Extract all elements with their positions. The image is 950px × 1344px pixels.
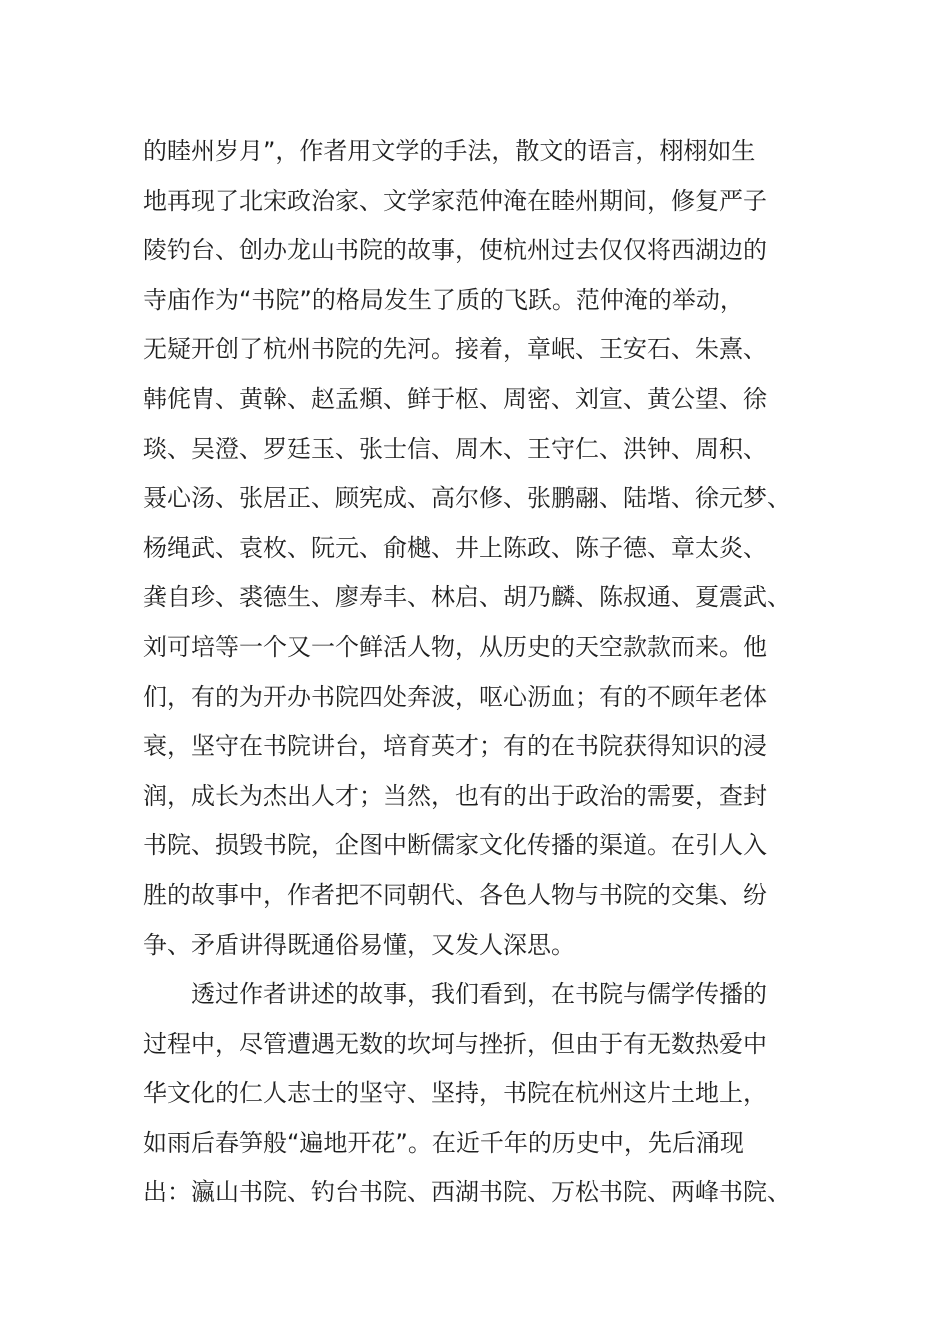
- text-line: 衰，坚守在书院讲台，培育英才；有的在书院获得知识的浸: [143, 732, 767, 761]
- paragraph-1: [143, 127, 808, 970]
- text-line: 寺庙作为“书院”的格局发生了质的飞跃。范仲淹的举动，: [143, 285, 744, 314]
- text-line: 韩侂胄、黄榦、赵孟頫、鲜于枢、周密、刘宣、黄公望、徐: [143, 384, 767, 413]
- text-line: 的睦州岁月”，作者用文学的手法，散文的语言，栩栩如生: [143, 137, 756, 165]
- text-line: 出：瀛山书院、钓台书院、西湖书院、万松书院、两峰书院、: [143, 1178, 791, 1207]
- text-line: 琰、吴澄、罗廷玉、张士信、周木、王守仁、洪钟、周积、: [143, 434, 767, 463]
- text-line: 胜的故事中，作者把不同朝代、各色人物与书院的交集、纷: [143, 880, 767, 909]
- paragraph-2: [143, 970, 808, 1218]
- text-line: 华文化的仁人志士的坚守、坚持，书院在杭州这片土地上，: [143, 1079, 767, 1108]
- text-line: 聂心汤、张居正、顾宪成、高尔修、张鹏翮、陆堦、徐元梦、: [143, 484, 791, 513]
- text-line: 过程中，尽管遭遇无数的坎坷与挫折，但由于有无数热爱中: [143, 1029, 767, 1058]
- text-line: 杨绳武、袁枚、阮元、俞樾、井上陈政、陈子德、章太炎、: [143, 533, 767, 562]
- text-line: 地再现了北宋政治家、文学家范仲淹在睦州期间，修复严子: [143, 186, 767, 215]
- text-line: 陵钓台、创办龙山书院的故事，使杭州过去仅仅将西湖边的: [143, 236, 767, 265]
- text-line: 龚自珍、裘德生、廖寿丰、林启、胡乃麟、陈叔通、夏震武、: [143, 583, 791, 612]
- text-line: 刘可培等一个又一个鲜活人物，从历史的天空款款而来。他: [143, 632, 767, 661]
- body-text: [143, 127, 808, 1218]
- text-line: 润，成长为杰出人才；当然，也有的出于政治的需要，查封: [143, 781, 767, 810]
- text-line: 书院、损毁书院，企图中断儒家文化传播的渠道。在引人入: [143, 831, 767, 860]
- text-line: 们，有的为开办书院四处奔波，呕心沥血；有的不顾年老体: [143, 682, 767, 711]
- text-line: 如雨后春笋般“遍地开花”。在近千年的历史中，先后涌现: [143, 1128, 744, 1157]
- text-line: 透过作者讲述的故事，我们看到，在书院与儒学传播的: [143, 980, 767, 1009]
- text-line: 争、矛盾讲得既通俗易懂，又发人深思。: [143, 930, 575, 959]
- text-line: 无疑开创了杭州书院的先河。接着，章岷、王安石、朱熹、: [143, 335, 767, 364]
